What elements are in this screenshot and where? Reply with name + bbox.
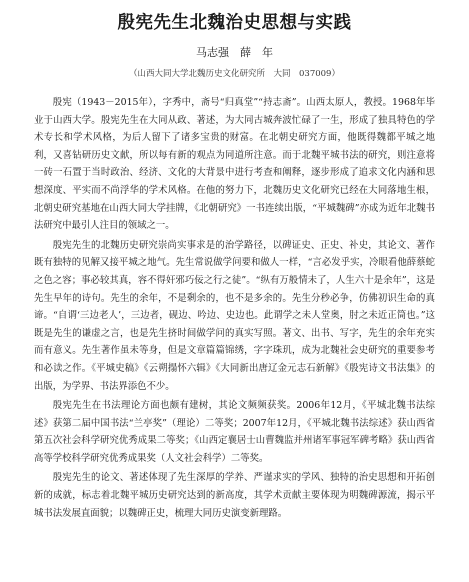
author-affiliation: （山西大同大学北魏历史文化研究所 大同 037009） <box>129 69 340 79</box>
body-paragraph: 殷宪先生的北魏历史研究崇尚实事求是的治学路径，以碑证史、正史、补史，其论文、著作既有独特的见解又接平城之地气。先生常说做学问要和做人一样，“言必发乎实，冷眼看他薛蔡蛇之色之容；事必较其真，容不得奸邪巧佞之行之徒”。“纵有万般情未了，人生六十是余年”，这是先生早年的诗句。先生的余年，不是剩余的，也不是多余的。先生分秒必争，仿佛初识生命的真谛。“自谓‘三边老人’，三边者，砚边、吟边、史边也。此谓学之未人堂奥，肘之未近正筒也。”这既是先生的谦虚之言，也是先生挤时间做学问的真实写照。著文、出书、写字，先生的余年充实而有意义。先生著作虽未等身，但是文章篇篇锦绣，字字珠玑，成为北魏社会史研究的重要参考和必读之作。《平城史稿》《云朔搨怀六辑》《大同新出唐辽金元志石新解》《殷宪诗文书法集》的出版，为学界、书法界添色不少。 <box>34 239 435 392</box>
body-paragraph: 殷宪（1943－2015年），字秀中，斋号“归真堂”“持志斋”。山西太原人，教授。1968年毕业于山西大学。殷宪先生在大同从政、著述，为大同古城奔波忙碌了一生，形成了独具特色的学术专长和学术风格，为后人留下了诸多宝贵的财富。在北朝史研究方面，他既得魏都平城之地利，又喜钻研历史文献，所以每有新的观点为同道所注意。而于北魏平城书法的研究，则注意将一砖一石置于当时政治、经济、文化的大背景中进行考查和阐释，逐步形成了追求文化内涵和思想深度、平实而不尚浮华的学术风格。在他的努力下，北魏历史文化研究已经在大同落地生根，北朝史研究基地在山西大同大学挂牌，《北朝研究》一书连续出版，“平城魏碑”亦成为近年北魏书法研究中最引人注目的领域之一。 <box>34 97 435 232</box>
body-paragraph: 殷宪先生在书法理论方面也颇有建树，其论文频频获奖。2006年12月，《平城北魏书法综述》获第二届中国书法“兰亭奖”（理论）二等奖；2007年12月，《平城北魏书法综述》获山西省第五次社会科学研究优秀成果二等奖；《山西定襄居士山曹魏监并州诸军事冠军碑考略》获山西省高等学校科学研究优秀成果奖（人文社会科学）二等奖。 <box>34 400 435 464</box>
article-title: 殷宪先生北魏治史思想与实践 <box>117 13 352 33</box>
article-body <box>34 94 435 522</box>
body-paragraph: 殷宪先生的论文、著述体现了先生深厚的学养、严谨求实的学风、独特的治史思想和开拓创新的成就，标志着北魏平城历史研究达到的新高度，其学术贡献主要体现为明魏碑源流，揭示平城书法发展直面貌；以魏碑正史，梳理大同历史演变新理路。 <box>34 472 435 519</box>
article-authors: 马志强 薛 年 <box>196 46 273 59</box>
